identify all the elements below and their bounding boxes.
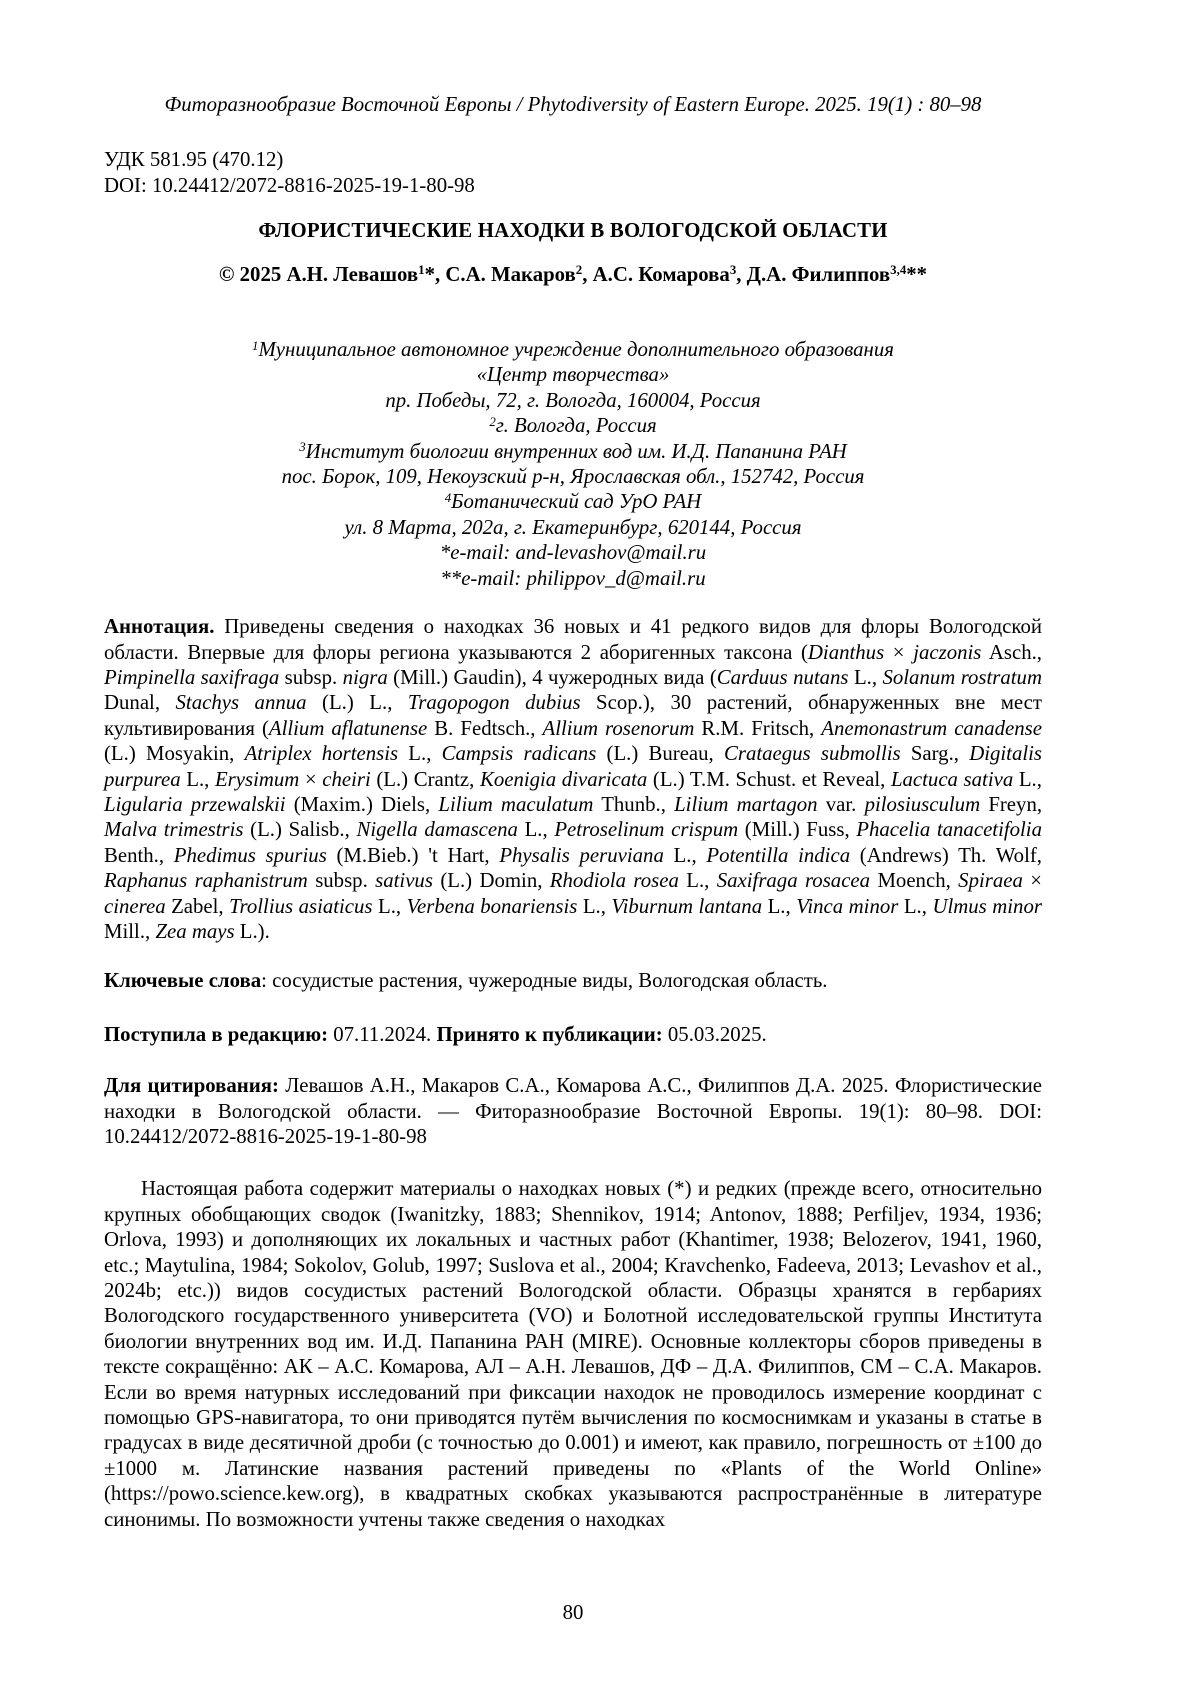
abstract-paragraph	[104, 614, 1042, 944]
text-run: 07.11.2024.	[328, 1022, 437, 1046]
text-run: Phedimus spurius	[173, 843, 327, 867]
text-run: Mill.,	[104, 919, 156, 943]
text-run: cinerea	[104, 894, 166, 918]
text-run: (L.) T.M. Schust. et Reveal,	[647, 767, 891, 791]
text-run: L.).	[234, 919, 270, 943]
text-run: Erysimum	[214, 767, 300, 791]
text-run: Viburnum lantana	[611, 894, 763, 918]
text-run: Freyn,	[980, 792, 1043, 816]
text-run: L.,	[1013, 767, 1042, 791]
text-run: (Mill.) Fuss,	[738, 818, 857, 842]
text-run: Ligularia przewalskii	[104, 792, 286, 816]
text-run: «Центр творчества»	[476, 363, 670, 387]
text-run: ×	[884, 640, 914, 664]
text-run: ×	[1022, 869, 1042, 893]
text-run: Raphanus raphanistrum	[104, 869, 308, 893]
text-run: L.,	[898, 894, 933, 918]
text-run: Scop.), 30 растений, обнаруженных вне мест культивирования (	[104, 691, 1042, 740]
text-run: L.,	[180, 767, 215, 791]
text-run: Spiraea	[958, 869, 1023, 893]
text-run: (M.Bieb.) 't Hart,	[326, 843, 500, 867]
text-run: Vinca minor	[796, 894, 899, 918]
text-run: *, С.А. Макаров	[424, 262, 576, 286]
authors-line	[104, 262, 1042, 287]
text-run: Dianthus	[807, 640, 885, 664]
affiliation-line-3	[104, 388, 1042, 413]
text-run: (L.) Bureau,	[596, 742, 724, 766]
text-run: 2	[489, 414, 496, 429]
affiliation-line-6	[104, 464, 1042, 489]
text-run: (L.) Salisb.,	[243, 818, 357, 842]
text-run: 3	[729, 263, 737, 278]
text-run: 3,4	[890, 263, 907, 278]
text-run: Dunal,	[104, 691, 176, 715]
affiliation-line-1	[104, 337, 1042, 362]
affiliation-line-4	[104, 413, 1042, 438]
text-run: (L.) Domin,	[432, 869, 550, 893]
text-run: Институт биологии внутренних вод им. И.Д. Папанина РАН	[305, 439, 847, 463]
text-run: Potentilla indica	[706, 843, 851, 867]
text-run: Lactuca sativa	[890, 767, 1014, 791]
text-run: Ulmus minor	[932, 894, 1042, 918]
affiliation-line-5	[104, 439, 1042, 464]
email-line-2	[104, 566, 1042, 591]
text-run: R.M. Fritsch,	[694, 716, 822, 740]
text-run: Carduus nutans	[716, 665, 849, 689]
text-run: Benth.,	[104, 843, 174, 867]
text-run: Koenigia divaricata	[479, 767, 648, 791]
keywords-line	[104, 968, 1042, 993]
page-number: 80	[562, 1600, 584, 1624]
text-run: sativus	[375, 869, 433, 893]
text-run: Campsis radicans	[441, 742, 597, 766]
text-run: **	[906, 262, 928, 286]
text-run: Digitalis purpurea	[104, 742, 1043, 791]
text-run: : сосудистые растения, чужеродные виды, Вологодская область.	[261, 969, 828, 993]
text-run: jaczonis	[913, 640, 982, 664]
affiliation-line-7	[104, 489, 1042, 514]
text-run: Настоящая работа содержит материалы о находках новых (*) и редких (прежде всего, относительно крупных обобщающих сводок (Iwanitzky, 1883; Shennikov, 1914; Antonov, 1888; Perfiljev, 1934, 1936; Orlova, 1993) и дополняющих их локальных и частных работ (Khantimer, 1938; Belozerov, 1941, 1960, etc.; Maytulina, 1984; Sokolov, Golub, 1997; Suslova et al., 2004; Kravchenko, Fadeeva, 2013; Levashov et al., 2024b; etc.)) видов сосудистых растений Вологодской области. Образцы хранятся в гербариях Вологодского государственного университета (VO) и Болотной исследовательской группы Института биологии внутренних вод им. И.Д. Папанина РАН (MIRE). Основные коллекторы сборов приведены в тексте сокращённо: АК – А.С. Комарова, АЛ – А.Н. Левашов, ДФ – Д.А. Филиппов, СМ – С.А. Макаров. Если во время натурных исследований при фиксации находок не проводилось измерение координат с помощью GPS-навигатора, то они приводятся путём вычисления по космоснимкам и указаны в статье в градусах в виде десятичной дроби (с точностью до 0.001) и имеют, как правило, погрешность от ±100 до ±1000 м. Латинские названия растений приведены по «Plants of the World Online» (https://powo.science.kew.org), в квадратных скобках указываются распространённые в литературе синонимы. По возможности учтены также сведения о находках	[104, 1177, 1042, 1531]
text-run: , Д.А. Филиппов	[736, 262, 891, 286]
text-run: *e-mail: and-levashov@mail.ru	[439, 541, 707, 565]
text-run: Anemonastrum canadense	[821, 716, 1042, 740]
affiliations-block	[104, 337, 1042, 591]
affiliation-line-8	[104, 515, 1042, 540]
text-run: Zabel,	[165, 894, 230, 918]
text-run: Stachys annua	[175, 691, 307, 715]
text-run: Левашов А.Н., Макаров С.А., Комарова А.С., Филиппов Д.А. 2025. Флористические находки в Вологодской области. — Фиторазнообразие Восточной Европы. 19(1): 80–98. DOI: 10.24412/2072-8816-2025-19-1-80-98	[104, 1074, 1042, 1148]
text-run: 4	[444, 491, 452, 506]
text-run: Asch.,	[981, 640, 1042, 664]
text-run: Petroselinum crispum	[554, 818, 739, 842]
udk-line: УДК 581.95 (470.12)	[104, 148, 284, 172]
text-run: пос. Борок, 109, Некоузский р-н, Ярославская обл., 152742, Россия	[281, 465, 865, 489]
text-run: L.,	[372, 894, 407, 918]
text-run: Rhodiola rosea	[549, 869, 679, 893]
dates-line	[104, 1022, 1042, 1047]
text-run: var.	[817, 792, 865, 816]
text-run: L.,	[678, 869, 717, 893]
body-paragraph	[104, 1176, 1042, 1532]
text-run: cheiri	[322, 767, 371, 791]
text-run: subsp.	[307, 869, 376, 893]
text-run: (Andrews) Th. Wolf,	[850, 843, 1042, 867]
text-run: 3	[299, 440, 306, 455]
text-run: L.,	[577, 894, 612, 918]
text-run: L.,	[663, 843, 707, 867]
text-run: Для цитирования:	[104, 1074, 279, 1098]
text-run: Nigella damascena	[356, 818, 518, 842]
text-run: Аннотация.	[104, 615, 215, 639]
text-run: 1	[418, 263, 425, 278]
text-run: © 2025 А.Н. Левашов	[218, 262, 419, 286]
text-run: **e-mail: philippov_d@mail.ru	[440, 566, 706, 590]
text-run: Sarg.,	[900, 742, 970, 766]
text-run: Zea mays	[155, 919, 235, 943]
text-run: 1	[252, 338, 259, 353]
text-run: Ботанический сад УрО РАН	[451, 490, 702, 514]
text-run: (Maxim.) Diels,	[285, 792, 439, 816]
text-run: г. Вологда, Россия	[495, 414, 657, 438]
text-run: Lilium maculatum	[438, 792, 594, 816]
text-run: (L.) L.,	[306, 691, 408, 715]
text-run: ×	[299, 767, 323, 791]
text-run: Verbena bonariensis	[406, 894, 578, 918]
text-run: subsp.	[279, 665, 343, 689]
affiliation-line-2	[104, 362, 1042, 387]
text-run: ул. 8 Марта, 202а, г. Екатеринбург, 620144, Россия	[344, 515, 802, 539]
text-run: , А.С. Комарова	[582, 262, 730, 286]
text-run: L.,	[517, 818, 555, 842]
text-run: пр. Победы, 72, г. Вологда, 160004, Россия	[385, 388, 761, 412]
text-run: Atriplex hortensis	[244, 742, 399, 766]
text-run: Phacelia tanacetifolia	[856, 818, 1042, 842]
text-run: Lilium martagon	[674, 792, 818, 816]
text-run: Moench,	[870, 869, 959, 893]
text-run: Поступила в редакцию:	[104, 1022, 329, 1046]
text-run: L.,	[398, 742, 442, 766]
text-run: L.,	[762, 894, 797, 918]
text-run: Crataegus submollis	[723, 742, 901, 766]
text-run: (L.) Crantz,	[370, 767, 480, 791]
text-run: B. Fedtsch.,	[427, 716, 543, 740]
text-run: pilosiusculum	[864, 792, 981, 816]
text-run: Приведены сведения о находках 36 новых и 41 редкого видов для флоры Вологодской области. Впервые для флоры региона указываются 2 аборигенных таксона (	[104, 615, 1042, 664]
text-run: Malva trimestris	[104, 818, 244, 842]
paper-title: ФЛОРИСТИЧЕСКИЕ НАХОДКИ В ВОЛОГОДСКОЙ ОБЛАСТИ	[258, 219, 888, 243]
journal-header: Фиторазнообразие Восточной Европы / Phytodiversity of Eastern Europe. 2025. 19(1) : 80–98	[164, 93, 982, 116]
text-run: Solanum rostratum	[882, 665, 1042, 689]
text-run: (L.) Mosyakin,	[104, 742, 245, 766]
text-run: Allium rosenorum	[542, 716, 695, 740]
text-run: 2	[575, 263, 583, 278]
text-run: Pimpinella saxifraga	[104, 665, 280, 689]
citation-paragraph	[104, 1073, 1042, 1149]
text-run: Муниципальное автономное учреждение дополнительного образования	[258, 338, 894, 362]
text-run: L.,	[848, 665, 883, 689]
text-run: nigra	[342, 665, 388, 689]
text-run: Принято к публикации:	[436, 1022, 663, 1046]
text-run: Trollius asiaticus	[229, 894, 373, 918]
meta-block	[104, 147, 1042, 198]
text-run: Physalis peruviana	[499, 843, 664, 867]
doi-line: DOI: 10.24412/2072-8816-2025-19-1-80-98	[104, 173, 475, 197]
text-run: Thunb.,	[593, 792, 675, 816]
email-line-1	[104, 540, 1042, 565]
text-run: Allium aflatunense	[268, 716, 428, 740]
text-run: Ключевые слова	[104, 969, 262, 993]
text-run: 05.03.2025.	[662, 1022, 767, 1046]
text-run: Tragopogon dubius	[407, 691, 581, 715]
text-run: (Mill.) Gaudin), 4 чужеродных вида (	[387, 665, 717, 689]
text-run: Saxifraga rosacea	[716, 869, 871, 893]
